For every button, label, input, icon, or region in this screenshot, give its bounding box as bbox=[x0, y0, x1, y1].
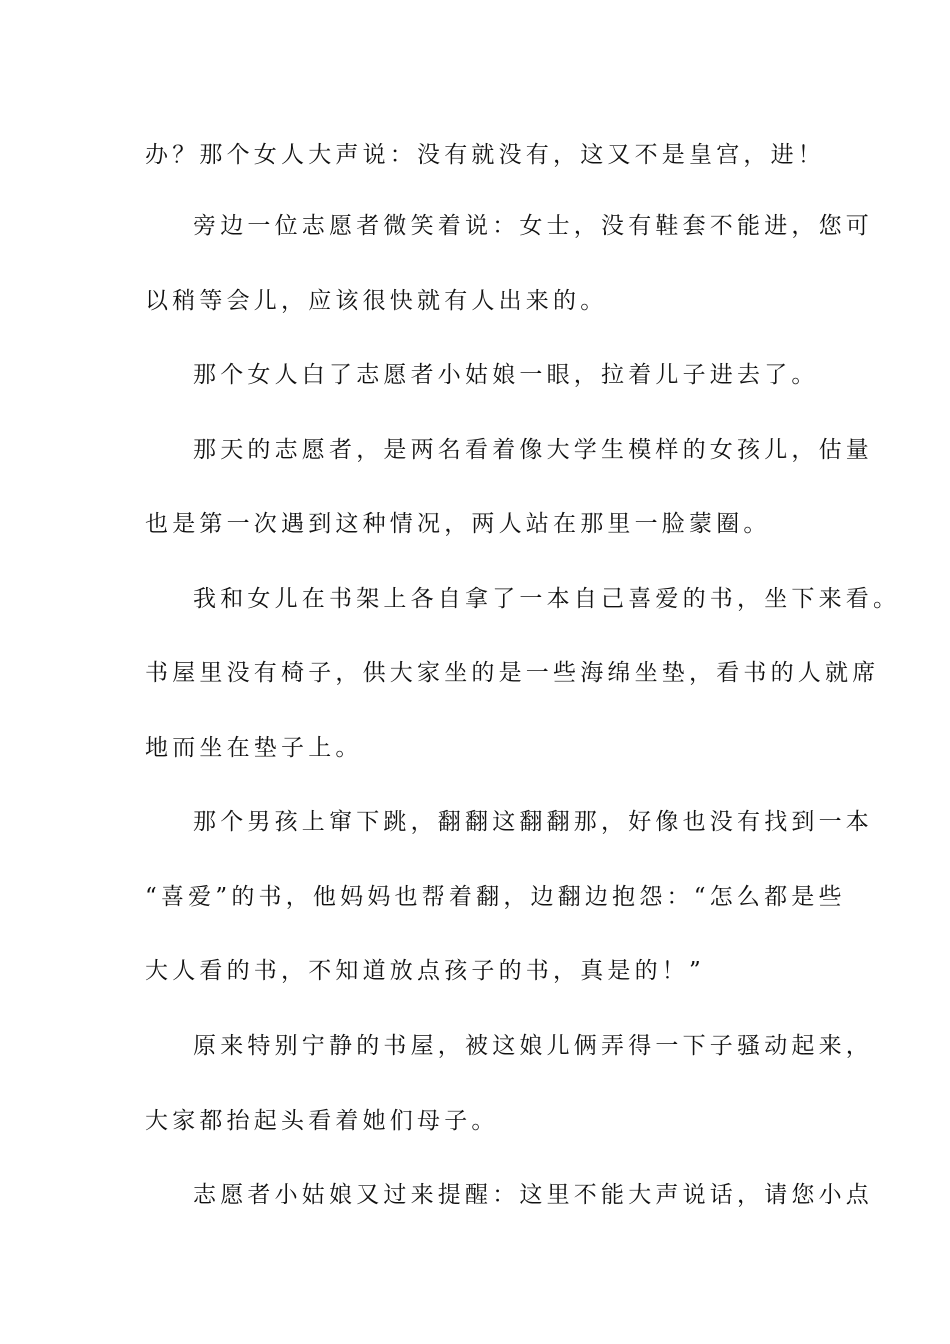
text-line: 大人看的书，不知道放点孩子的书，真是的！” bbox=[145, 958, 705, 984]
text-line: 书屋里没有椅子，供大家坐的是一些海绵坐垫，看书的人就席 bbox=[145, 660, 880, 686]
text-line: 原来特别宁静的书屋，被这娘儿俩弄得一下子骚动起来， bbox=[193, 1033, 873, 1059]
text-line: 地而坐在垫子上。 bbox=[145, 735, 363, 761]
text-line: 也是第一次遇到这种情况，两人站在那里一脸蒙圈。 bbox=[145, 511, 771, 537]
text-line: 那个女人白了志愿者小姑娘一眼，拉着儿子进去了。 bbox=[193, 362, 819, 388]
text-line: 旁边一位志愿者微笑着说：女士，没有鞋套不能进，您可 bbox=[193, 213, 873, 239]
text-line: 大家都抬起头看着她们母子。 bbox=[145, 1108, 499, 1134]
text-line: 以稍等会儿，应该很快就有人出来的。 bbox=[145, 288, 608, 314]
text-line: “喜爱”的书，他妈妈也帮着翻，边翻边抱怨：“怎么都是些 bbox=[145, 884, 846, 910]
text-line: 那个男孩上窜下跳，翻翻这翻翻那，好像也没有找到一本 bbox=[193, 809, 873, 835]
text-line: 办？那个女人大声说：没有就没有，这又不是皇宫，进！ bbox=[145, 142, 825, 168]
text-line: 志愿者小姑娘又过来提醒：这里不能大声说话，请您小点 bbox=[193, 1182, 873, 1208]
text-line: 我和女儿在书架上各自拿了一本自己喜爱的书，坐下来看。 bbox=[193, 586, 901, 612]
text-line: 那天的志愿者，是两名看着像大学生模样的女孩儿，估量 bbox=[193, 437, 873, 463]
